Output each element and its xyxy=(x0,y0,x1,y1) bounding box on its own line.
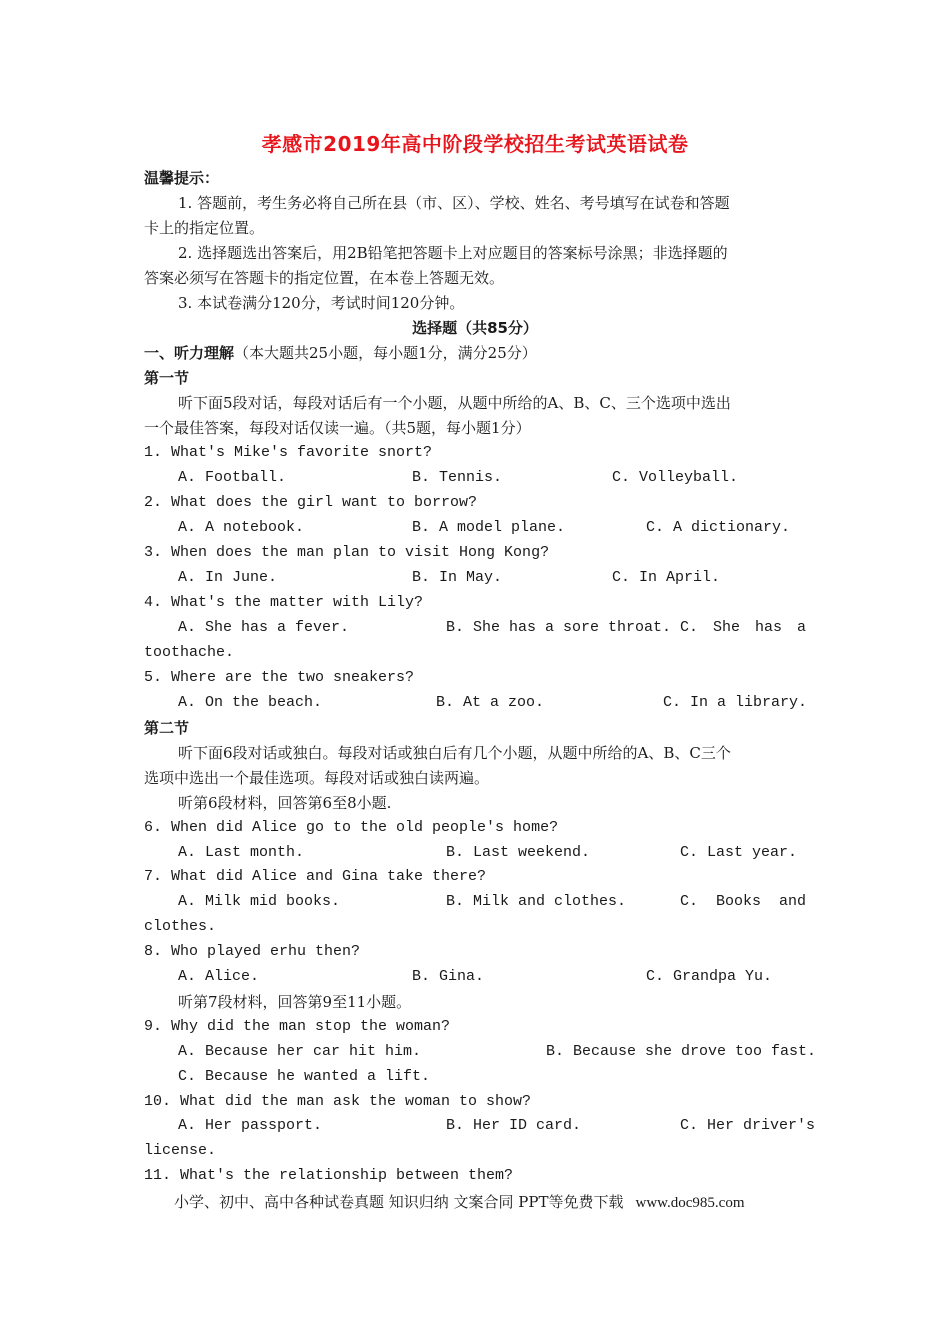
tip-1-line-2: 卡上的指定位置。 xyxy=(144,219,265,237)
question-10-option-b: B. Her ID card. xyxy=(446,1117,582,1134)
question-11-stem: 11. What's the relationship between them? xyxy=(144,1167,514,1184)
section-choice-heading: 选择题（共85分） xyxy=(412,319,538,337)
tips-heading: 温馨提示： xyxy=(144,169,220,187)
question-4-option-a: A. She has a fever. xyxy=(178,619,350,636)
tip-1-line-1: 1. 答题前，考生务必将自己所在县（市、区）、学校、姓名、考号填写在试卷和答题 xyxy=(178,194,730,212)
question-5-option-b: B. At a zoo. xyxy=(436,694,545,711)
question-7-option-c-word-1: Books xyxy=(715,893,761,910)
question-8-option-a: A. Alice. xyxy=(178,968,260,985)
question-10-option-c: C. Her driver's xyxy=(680,1117,816,1134)
question-3-option-c: C. In April. xyxy=(612,569,721,586)
footer-text: 小学、初中、高中各种试卷真题 知识归纳 文案合同 PPT等免费下载 xyxy=(174,1193,624,1211)
question-1-option-b: B. Tennis. xyxy=(412,469,503,486)
question-4-stem: 4. What's the matter with Lily? xyxy=(144,594,424,611)
question-9-option-b: B. Because she drove too fast. xyxy=(546,1043,817,1060)
question-7-option-c-word-2: and xyxy=(778,893,806,910)
question-8-option-c: C. Grandpa Yu. xyxy=(646,968,773,985)
question-1-stem: 1. What's Mike's favorite snort? xyxy=(144,444,433,461)
question-2-option-b: B. A model plane. xyxy=(412,519,566,536)
question-3-stem: 3. When does the man plan to visit Hong Kong? xyxy=(144,544,550,561)
question-7-option-b: B. Milk and clothes. xyxy=(446,893,627,910)
question-4-option-b: B. She has a sore throat. xyxy=(446,619,672,636)
question-1-option-c: C. Volleyball. xyxy=(612,469,739,486)
question-5-stem: 5. Where are the two sneakers? xyxy=(144,669,415,686)
question-10-option-a: A. Her passport. xyxy=(178,1117,323,1134)
tip-2-line-2: 答案必须写在答题卡的指定位置，在本卷上答题无效。 xyxy=(144,269,505,287)
tip-3: 3. 本试卷满分120分，考试时间120分钟。 xyxy=(178,294,465,312)
question-7-option-c-letter: C. xyxy=(680,893,699,910)
page-footer xyxy=(174,1191,745,1212)
question-4-option-c xyxy=(680,618,806,638)
question-9-stem: 9. Why did the man stop the woman? xyxy=(144,1018,451,1035)
section-2-instruction-line-1: 听下面6段对话或独白。每段对话或独白后有几个小题，从题中所给的A、B、C三个 xyxy=(178,744,731,762)
question-2-stem: 2. What does the girl want to borrow? xyxy=(144,494,478,511)
material-6-instruction: 听第6段材料，回答第6至8小题. xyxy=(178,794,392,812)
question-10-stem: 10. What did the man ask the woman to show? xyxy=(144,1093,532,1110)
part-1-heading xyxy=(144,343,537,363)
question-3-option-b: B. In May. xyxy=(412,569,503,586)
part-1-note: （本大题共25小题，每小题1分，满分25分） xyxy=(234,344,537,362)
question-10-option-c-continued: license. xyxy=(144,1142,217,1159)
exam-title: 孝感市2019年高中阶段学校招生考试英语试卷 xyxy=(261,132,689,156)
question-5-option-c: C. In a library. xyxy=(663,694,808,711)
material-7-instruction: 听第7段材料，回答第9至11小题。 xyxy=(178,993,412,1011)
question-6-stem: 6. When did Alice go to the old people's home? xyxy=(144,819,559,836)
question-7-option-a: A. Milk mid books. xyxy=(178,893,341,910)
question-8-stem: 8. Who played erhu then? xyxy=(144,943,361,960)
section-2-instruction-line-2: 选项中选出一个最佳选项。每段对话或独白读两遍。 xyxy=(144,769,490,787)
tip-2-line-1: 2. 选择题选出答案后，用2B铅笔把答题卡上对应题目的答案标号涂黑；非选择题的 xyxy=(178,244,728,262)
question-4-option-c-word-1: She xyxy=(712,619,740,636)
question-7-option-c xyxy=(680,892,806,912)
section-1-instruction-line-2: 一个最佳答案，每段对话仅读一遍。（共5题，每小题1分） xyxy=(144,419,531,437)
section-2-heading: 第二节 xyxy=(144,719,190,737)
question-4-option-c-continued: toothache. xyxy=(144,644,235,661)
section-1-heading: 第一节 xyxy=(144,369,190,387)
question-6-option-c: C. Last year. xyxy=(680,844,798,861)
footer-url[interactable]: www.doc985.com xyxy=(635,1195,745,1211)
question-4-option-c-word-2: has xyxy=(754,619,782,636)
question-6-option-a: A. Last month. xyxy=(178,844,305,861)
question-3-option-a: A. In June. xyxy=(178,569,278,586)
question-6-option-b: B. Last weekend. xyxy=(446,844,591,861)
question-7-stem: 7. What did Alice and Gina take there? xyxy=(144,868,487,885)
question-5-option-a: A. On the beach. xyxy=(178,694,323,711)
question-4-option-c-letter: C. xyxy=(680,619,699,636)
question-7-option-c-continued: clothes. xyxy=(144,918,217,935)
question-2-option-a: A. A notebook. xyxy=(178,519,305,536)
question-2-option-c: C. A dictionary. xyxy=(646,519,791,536)
part-1-title: 一、听力理解 xyxy=(144,344,235,362)
section-1-instruction-line-1: 听下面5段对话，每段对话后有一个小题，从题中所给的A、B、C、三个选项中选出 xyxy=(178,394,731,412)
question-8-option-b: B. Gina. xyxy=(412,968,485,985)
question-4-option-c-word-3: a xyxy=(796,619,806,636)
question-9-option-a: A. Because her car hit him. xyxy=(178,1043,422,1060)
question-1-option-a: A. Football. xyxy=(178,469,287,486)
question-9-option-c: C. Because he wanted a lift. xyxy=(178,1068,431,1085)
